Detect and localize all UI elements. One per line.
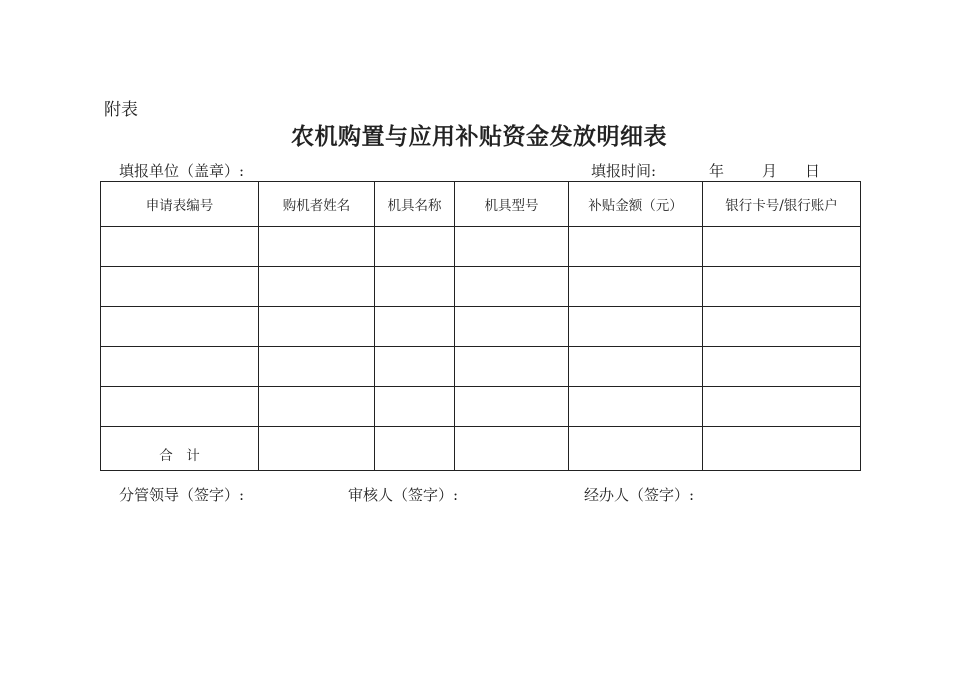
- date-month-label: 月: [762, 162, 778, 180]
- fill-unit-label: 填报单位（盖章）:: [119, 162, 245, 180]
- table-cell[interactable]: [259, 267, 375, 307]
- table-cell[interactable]: [259, 427, 375, 471]
- table-cell[interactable]: [101, 307, 259, 347]
- date-day-label: 日: [805, 162, 821, 180]
- table-cell[interactable]: [703, 267, 861, 307]
- table-cell[interactable]: [455, 387, 569, 427]
- fill-time-label: 填报时间:: [591, 162, 657, 180]
- subsidy-detail-table: [100, 181, 861, 471]
- table-total-row: [101, 427, 861, 471]
- date-year-label: 年: [709, 162, 725, 180]
- table-cell[interactable]: [259, 347, 375, 387]
- table-cell[interactable]: [101, 227, 259, 267]
- appendix-label: 附表: [104, 100, 138, 120]
- table-cell[interactable]: [455, 227, 569, 267]
- table-cell[interactable]: [703, 427, 861, 471]
- table-row: [101, 307, 861, 347]
- table-cell[interactable]: [569, 227, 703, 267]
- table-cell[interactable]: [703, 227, 861, 267]
- total-label: 合 计: [101, 427, 259, 471]
- table-cell[interactable]: [259, 387, 375, 427]
- table-cell[interactable]: [703, 387, 861, 427]
- header-machine-model: 机具型号: [455, 182, 569, 227]
- table-row: [101, 227, 861, 267]
- table-cell[interactable]: [101, 267, 259, 307]
- table-cell[interactable]: [455, 267, 569, 307]
- table-cell[interactable]: [455, 307, 569, 347]
- reviewer-signature-label: 审核人（签字）:: [348, 486, 459, 504]
- table-row: [101, 267, 861, 307]
- header-application-number: 申请表编号: [101, 182, 259, 227]
- table-cell[interactable]: [455, 427, 569, 471]
- handler-signature-label: 经办人（签字）:: [584, 486, 695, 504]
- leader-signature-label: 分管领导（签字）:: [119, 486, 245, 504]
- table-cell[interactable]: [259, 307, 375, 347]
- table-row: [101, 387, 861, 427]
- page-title: 农机购置与应用补贴资金发放明细表: [291, 123, 667, 150]
- table-cell[interactable]: [375, 427, 455, 471]
- table-cell[interactable]: [101, 347, 259, 387]
- table-cell[interactable]: [259, 227, 375, 267]
- table-cell[interactable]: [375, 347, 455, 387]
- table-cell[interactable]: [375, 387, 455, 427]
- table-cell[interactable]: [703, 307, 861, 347]
- table-cell[interactable]: [101, 387, 259, 427]
- table-cell[interactable]: [569, 427, 703, 471]
- table-header-row: [101, 182, 861, 227]
- table-cell[interactable]: [569, 307, 703, 347]
- table-row: [101, 347, 861, 387]
- table-cell[interactable]: [375, 307, 455, 347]
- table-cell[interactable]: [569, 387, 703, 427]
- table-cell[interactable]: [569, 347, 703, 387]
- table-cell[interactable]: [455, 347, 569, 387]
- header-subsidy-amount: 补贴金额（元）: [569, 182, 703, 227]
- header-buyer-name: 购机者姓名: [259, 182, 375, 227]
- table-cell[interactable]: [375, 227, 455, 267]
- header-bank-account: 银行卡号/银行账户: [703, 182, 861, 227]
- header-machine-name: 机具名称: [375, 182, 455, 227]
- table-cell[interactable]: [569, 267, 703, 307]
- table-cell[interactable]: [375, 267, 455, 307]
- table-cell[interactable]: [703, 347, 861, 387]
